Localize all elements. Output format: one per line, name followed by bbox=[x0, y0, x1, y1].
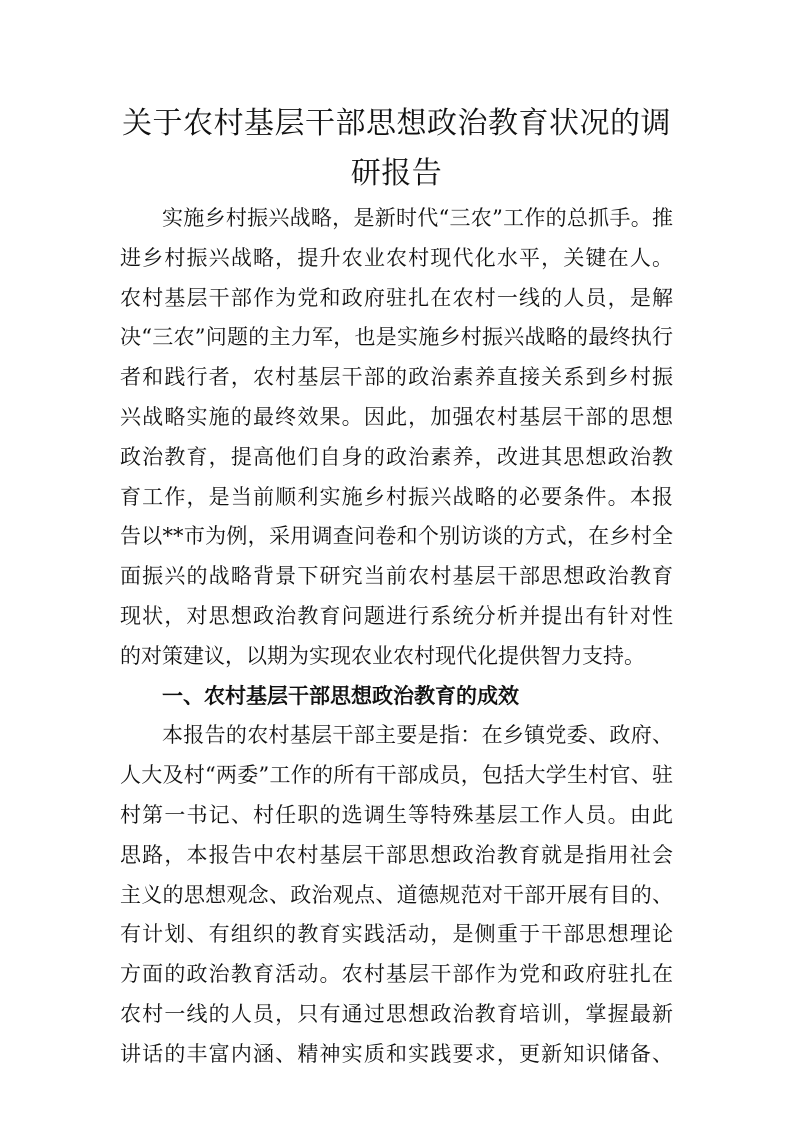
paragraph-line: 政治教育，提高他们自身的政治素养，改进其思想政治教 bbox=[120, 444, 673, 469]
paragraph-line: 决“三农”问题的主力军，也是实施乡村振兴战略的最终执行 bbox=[120, 325, 673, 350]
section-heading: 一、农村基层干部思想政治教育的成效 bbox=[162, 683, 519, 708]
paragraph-line: 农村一线的人员，只有通过思想政治教育培训，掌握最新 bbox=[120, 1001, 673, 1026]
paragraph-line: 面振兴的战略背景下研究当前农村基层干部思想政治教育 bbox=[120, 564, 673, 589]
paragraph-line: 实施乡村振兴战略，是新时代“三农”工作的总抓手。推 bbox=[162, 206, 673, 230]
paragraph-line: 农村基层干部作为党和政府驻扎在农村一线的人员，是解 bbox=[120, 285, 673, 310]
paragraph-1 bbox=[120, 199, 673, 677]
paragraph-line: 思路，本报告中农村基层干部思想政治教育就是指用社会 bbox=[120, 842, 673, 867]
paragraph-line: 的对策建议，以期为实现农业农村现代化提供智力支持。 bbox=[120, 643, 645, 668]
paragraph-line: 村第一书记、村任职的选调生等特殊基层工作人员。由此 bbox=[120, 802, 673, 827]
paragraph-line: 告以**市为例，采用调查问卷和个别访谈的方式，在乡村全 bbox=[120, 524, 673, 549]
paragraph-line: 现状，对思想政治教育问题进行系统分析并提出有针对性 bbox=[120, 603, 673, 628]
paragraph-2 bbox=[120, 716, 673, 1074]
paragraph-line: 有计划、有组织的教育实践活动，是侧重于干部思想理论 bbox=[120, 922, 673, 947]
paragraph-line: 者和践行者，农村基层干部的政治素养直接关系到乡村振 bbox=[120, 365, 673, 390]
title-line-2: 研报告 bbox=[350, 156, 443, 191]
document-body bbox=[120, 199, 673, 1075]
paragraph-line: 主义的思想观念、政治观点、道德规范对干部开展有目的、 bbox=[120, 882, 673, 907]
title-line-1: 关于农村基层干部思想政治教育状况的调 bbox=[122, 106, 671, 141]
document-title bbox=[100, 99, 693, 199]
paragraph-line: 进乡村振兴战略，提升农业农村现代化水平，关键在人。 bbox=[120, 245, 673, 270]
paragraph-line: 方面的政治教育活动。农村基层干部作为党和政府驻扎在 bbox=[120, 962, 673, 987]
paragraph-line: 本报告的农村基层干部主要是指：在乡镇党委、政府、 bbox=[162, 723, 673, 748]
paragraph-line: 讲话的丰富内涵、精神实质和实践要求，更新知识储备、 bbox=[120, 1041, 673, 1066]
paragraph-line: 人大及村“两委”工作的所有干部成员，包括大学生村官、驻 bbox=[120, 763, 673, 788]
paragraph-line: 兴战略实施的最终效果。因此，加强农村基层干部的思想 bbox=[120, 404, 673, 429]
paragraph-line: 育工作，是当前顺利实施乡村振兴战略的必要条件。本报 bbox=[120, 484, 673, 509]
